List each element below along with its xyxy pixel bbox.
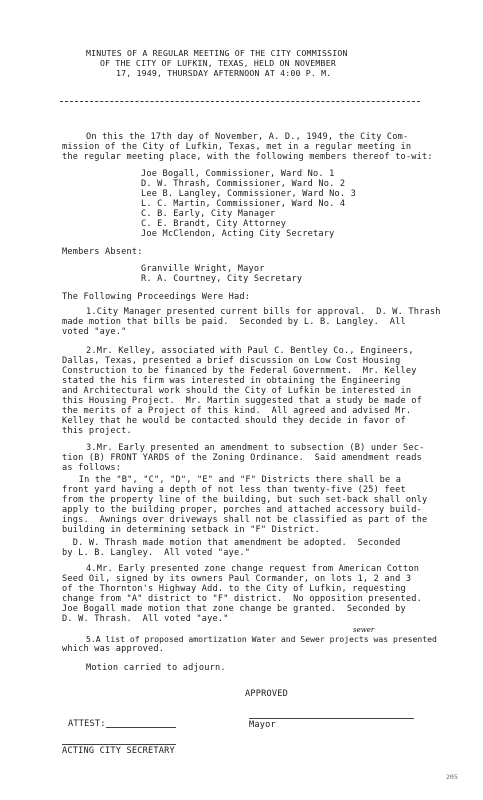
- item-line: which was approved.: [62, 644, 165, 654]
- item-line: 1.City Manager presented current bills for approval. D. W. Thrash: [86, 307, 441, 317]
- item-line: D. W. Thrash. All voted "aye.": [62, 614, 229, 624]
- item-line: Joe Bogall made motion that zone change be granted. Seconded by: [62, 604, 406, 614]
- amendment-line: front yard having a depth of not less than twenty-five (25) feet: [62, 485, 406, 495]
- member-present: C. E. Brandt, City Attorney: [141, 219, 287, 229]
- approved-label: APPROVED: [245, 689, 288, 699]
- item-line: stated the his firm was interested in obtaining the Engineering: [62, 376, 401, 386]
- member-present: L. C. Martin, Commissioner, Ward No. 4: [141, 199, 346, 209]
- item-line: 5.A list of proposed amortization Water and Sewer projects was presented: [86, 634, 437, 644]
- item-line: this Housing Project. Mr. Martin suggested that a study be made of: [62, 396, 423, 406]
- item-line: 4.Mr. Early presented zone change request from American Cotton: [86, 564, 420, 574]
- item-line: made motion that bills be paid. Seconded by L. B. Langley. All: [62, 317, 406, 327]
- absent-heading: Members Absent:: [62, 247, 143, 257]
- proceedings-heading: The Following Proceedings Were Had:: [62, 292, 251, 302]
- adjourn-statement: Motion carried to adjourn.: [86, 663, 226, 673]
- member-present: C. B. Early, City Manager: [141, 209, 276, 219]
- handwritten-insert: sewer: [353, 626, 375, 634]
- attest-signature-line: [106, 727, 176, 728]
- item-line: tion (B) FRONT YARDS of the Zoning Ordinance. Said amendment reads: [62, 453, 423, 463]
- member-present: Lee B. Langley, Commissioner, Ward No. 3: [141, 189, 356, 199]
- amendment-line: ings. Awnings over driveways shall not be classified as part of the: [62, 515, 428, 525]
- mayor-label: Mayor: [249, 720, 276, 730]
- member-present: Joe McClendon, Acting City Secretary: [141, 229, 335, 239]
- member-absent: R. A. Courtney, City Secretary: [141, 274, 303, 284]
- amendment-line: apply to the building proper, porches and attached accessory build-: [62, 505, 423, 515]
- intro-line: mission of the City of Lufkin, Texas, met in a regular meeting in: [62, 142, 412, 152]
- header-line-3: 17, 1949, THURSDAY AFTERNOON AT 4:00 P. M.: [116, 68, 332, 78]
- header-line-1: MINUTES OF A REGULAR MEETING OF THE CITY COMMISSION: [86, 48, 348, 58]
- item-line: Construction to be financed by the Federal Government. Mr. Kelley: [62, 366, 417, 376]
- item-line: this project.: [62, 426, 132, 436]
- item-line: 3.Mr. Early presented an amendment to subsection (B) under Sec-: [86, 443, 425, 453]
- secretary-signature-line: [62, 744, 176, 745]
- amendment-line: In the "B", "C", "D", "E" and "F" Districts there shall be a: [68, 475, 402, 485]
- secretary-label: ACTING CITY SECRETARY: [62, 746, 175, 756]
- item-line: Seed Oil, signed by its owners Paul Cormander, on lots 1, 2 and 3: [62, 574, 412, 584]
- item-line: change from "A" district to "F" district. No opposition presented.: [62, 594, 423, 604]
- item-line: 2.Mr. Kelley, associated with Paul C. Bentley Co., Engineers,: [86, 346, 414, 356]
- item-line: the merits of a Project of this kind. All agreed and advised Mr.: [62, 406, 412, 416]
- intro-line: the regular meeting place, with the following members thereof to-wit:: [62, 152, 433, 162]
- item-line: Kelley that he would be contacted should they decide in favor of: [62, 416, 406, 426]
- item-line: Dallas, Texas, presented a brief discussion on Low Cost Housing: [62, 356, 401, 366]
- header-divider: [60, 101, 420, 102]
- attest-label: ATTEST:: [68, 719, 106, 729]
- intro-line: On this the 17th day of November, A. D., 1949, the City Com-: [86, 132, 409, 142]
- member-present: D. W. Thrash, Commissioner, Ward No. 2: [141, 179, 346, 189]
- item-line: and Architectural work should the City of Lufkin be interested in: [62, 386, 412, 396]
- page-number: 205: [446, 773, 458, 781]
- member-absent: Granville Wright, Mayor: [141, 264, 265, 274]
- amendment-line: building in determining setback in "F" District.: [62, 525, 320, 535]
- amendment-motion-line: D. W. Thrash made motion that amendment be adopted. Seconded: [62, 538, 401, 548]
- item-line: as follows:: [62, 463, 122, 473]
- item-line: voted "aye.": [62, 327, 127, 337]
- item-line: of the Thornton's Highway Add. to the City of Lufkin, requesting: [62, 584, 406, 594]
- amendment-motion-line: by L. B. Langley. All voted "aye.": [62, 548, 251, 558]
- amendment-line: from the property line of the building, but such set-back shall only: [62, 495, 428, 505]
- header-line-2: OF THE CITY OF LUFKIN, TEXAS, HELD ON NOVEMBER: [100, 58, 336, 68]
- member-present: Joe Bogall, Commissioner, Ward No. 1: [141, 169, 335, 179]
- mayor-signature-line: [249, 718, 414, 719]
